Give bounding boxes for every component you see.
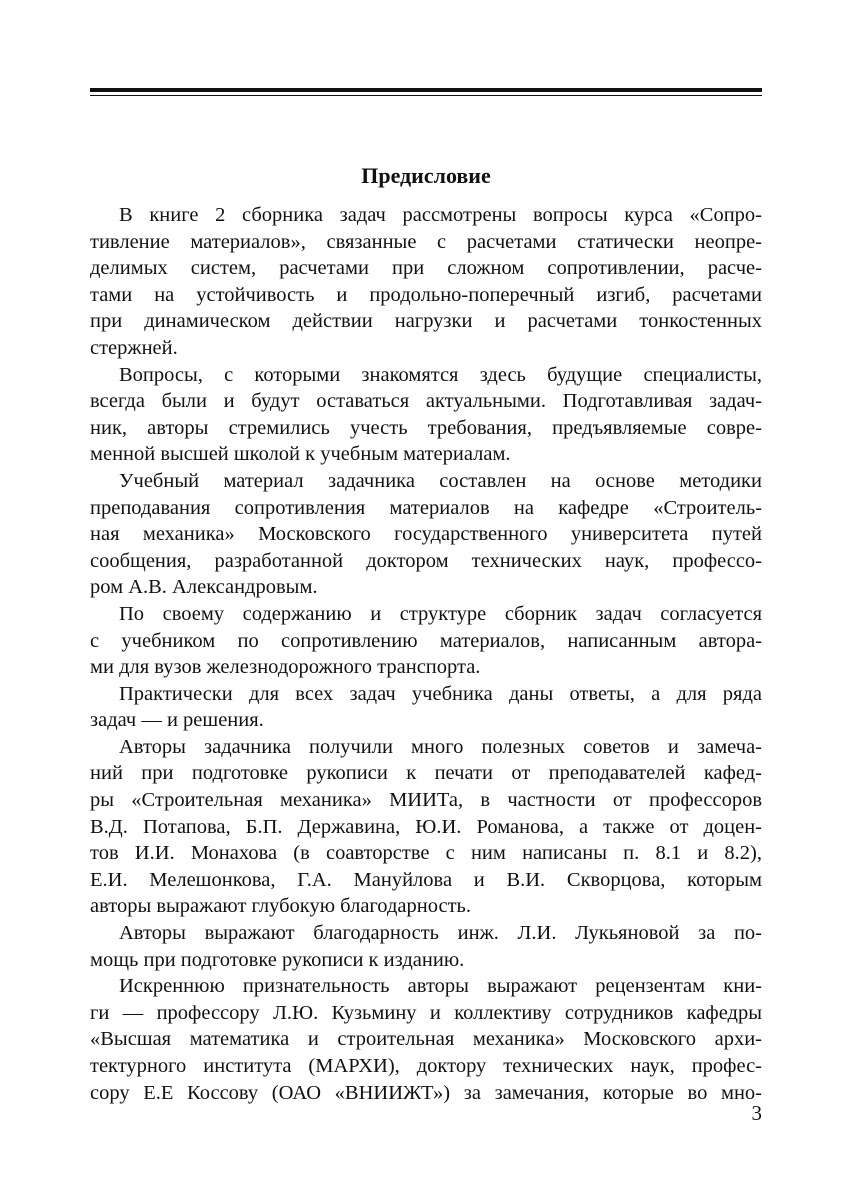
paragraph: [90, 362, 762, 468]
text-line: Искреннюю признательность авторы выражают рецензентам кни-: [119, 975, 762, 998]
text-line: задач — и решения.: [90, 709, 264, 732]
text-line: тивление материалов», связанные с расчетами статически неопре-: [90, 230, 762, 253]
text-line: По своему содержанию и структуре сборник задач согласуется: [119, 602, 762, 625]
text-line: Е.И. Мелешонкова, Г.А. Мануйлова и В.И. Скворцова, которым: [90, 868, 762, 891]
text-line: ний при подготовке рукописи к печати от преподавателей кафед-: [90, 762, 762, 785]
text-line: Вопросы, с которыми знакомятся здесь будущие специалисты,: [119, 363, 762, 386]
text-line: тов И.И. Монахова (в соавторстве с ним написаны п. 8.1 и 8.2),: [90, 842, 762, 865]
text-line: при динамическом действии нагрузки и расчетами тонкостенных: [90, 310, 762, 333]
text-line: «Высшая математика и строительная механика» Московского архи-: [90, 1028, 762, 1051]
text-line: тами на устойчивость и продольно-поперечный изгиб, расчетами: [90, 283, 762, 306]
paragraph: [90, 973, 762, 1106]
paragraph: [90, 734, 762, 920]
page-number: 3: [751, 1101, 762, 1125]
body-text: [90, 202, 762, 1106]
header-rule-thin: [90, 95, 762, 96]
text-line: всегда были и будут оставаться актуальными. Подготавливая задач-: [90, 390, 762, 413]
header-rule-thick: [90, 88, 762, 92]
text-line: ная механика» Московского государственного университета путей: [90, 523, 762, 546]
text-line: авторы выражают глубокую благодарность.: [90, 895, 472, 918]
text-line: мощь при подготовке рукописи к изданию.: [90, 948, 465, 971]
text-line: В книге 2 сборника задач рассмотрены вопросы курса «Сопро-: [119, 204, 762, 226]
text-line: менной высшей школой к учебным материалам.: [90, 443, 511, 466]
paragraph: [90, 202, 762, 362]
text-line: ник, авторы стремились учесть требования, предъявляемые совре-: [90, 416, 762, 439]
paragraph: [90, 920, 762, 973]
text-line: ры «Строительная механика» МИИТа, в частности от профессоров: [90, 789, 762, 812]
page-title: Предисловие: [361, 163, 491, 188]
text-line: сору Е.Е Коссову (ОАО «ВНИИЖТ») за замечания, которые во мно-: [90, 1081, 762, 1104]
text-line: тектурного института (МАРХИ), доктору технических наук, профес-: [90, 1055, 762, 1077]
text-line: стержней.: [90, 336, 178, 359]
paragraph: [90, 468, 762, 601]
text-line: сообщения, разработанной доктором технических наук, профессо-: [90, 549, 762, 572]
text-line: делимых систем, расчетами при сложном сопротивлении, расче-: [90, 257, 762, 280]
text-line: преподавания сопротивления материалов на кафедре «Строитель-: [90, 496, 762, 519]
text-line: с учебником по сопротивлению материалов, написанным автора-: [90, 629, 762, 652]
text-line: Авторы выражают благодарность инж. Л.И. Лукьяновой за по-: [119, 922, 762, 945]
text-line: Учебный материал задачника составлен на основе методики: [119, 469, 762, 492]
text-line: Практически для всех задач учебника даны ответы, а для ряда: [119, 682, 762, 705]
text-line: ром А.В. Александровым.: [90, 576, 318, 599]
text-line: В.Д. Потапова, Б.П. Державина, Ю.И. Романова, а также от доцен-: [90, 815, 762, 838]
paragraph: [90, 681, 762, 734]
text-line: Авторы задачника получили много полезных советов и замеча-: [119, 735, 762, 758]
text-line: ми для вузов железнодорожного транспорта.: [90, 656, 481, 679]
text-line: ги — профессору Л.Ю. Кузьмину и коллективу сотрудников кафедры: [90, 1001, 762, 1024]
paragraph: [90, 601, 762, 681]
